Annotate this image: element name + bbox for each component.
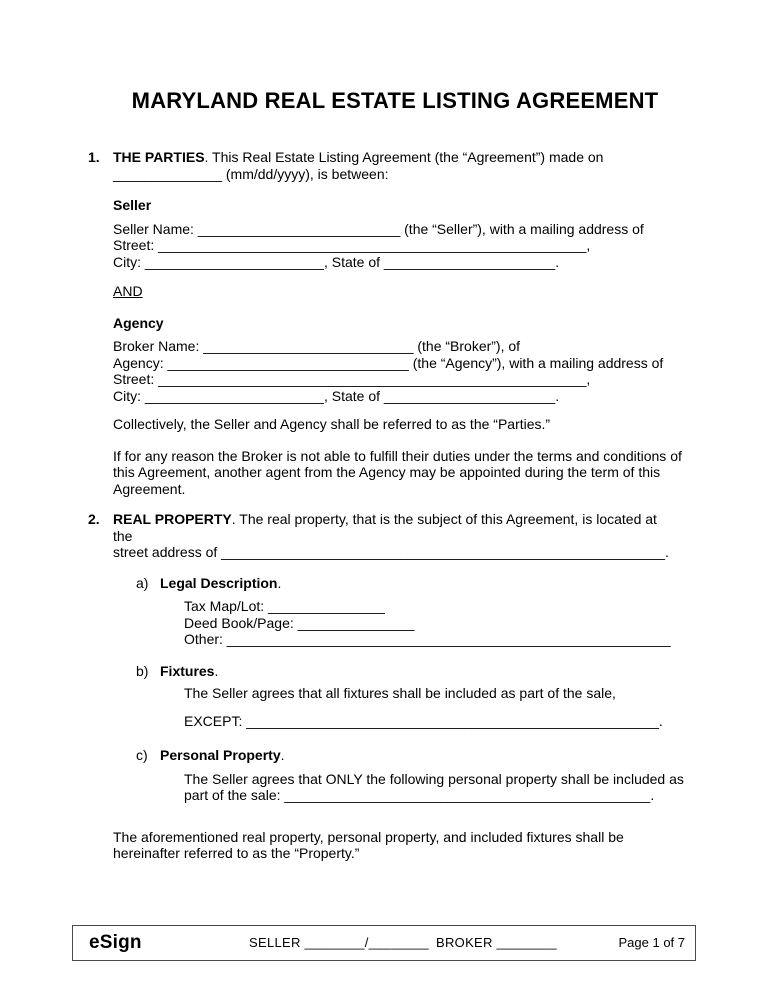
seller-city-state-line: City: _______________________, State of ______________________.: [113, 253, 560, 270]
section-2-number: 2.: [88, 511, 100, 527]
other-line: Other: _________________________________________________________: [184, 631, 671, 647]
esign-logo: eSign: [89, 931, 142, 953]
footer-seller-initials-line: SELLER ________/________: [249, 934, 429, 950]
item-a-period: .: [277, 574, 282, 591]
agency-street-line: Street: _______________________________________________________,: [113, 371, 591, 387]
section-real-property: [88, 511, 677, 561]
personal-property-title: Personal Property: [160, 747, 281, 763]
agency-city-state-line: City: _______________________, State of ______________________.: [113, 387, 560, 404]
and-separator: AND: [113, 283, 143, 299]
property-definition-line-1: The aforementioned real property, personal property, and included fixtures shall be: [113, 828, 624, 845]
section-2-intro-rest: . The real property, that is the subject of this Agreement, is located at the: [113, 511, 657, 544]
section-2-heading: REAL PROPERTY: [113, 511, 232, 527]
footer-page-number: Page 1 of 7: [618, 934, 685, 950]
item-c-label: c): [136, 747, 148, 763]
section-1-intro-rest: . This Real Estate Listing Agreement (the “Agreement”) made on: [204, 149, 604, 165]
deed-book-page-line: Deed Book/Page: _______________: [184, 614, 415, 631]
street-address-blank-line: street address of _________________________________________________________.: [113, 544, 669, 560]
page-title: MARYLAND REAL ESTATE LISTING AGREEMENT: [131, 88, 659, 113]
personal-property-line-2: part of the sale: _______________________________________________.: [184, 787, 655, 803]
section-1-number: 1.: [88, 149, 100, 165]
fixtures-item: [136, 663, 677, 680]
item-b-title-line: [160, 663, 218, 680]
page-footer: [72, 925, 696, 961]
broker-name-line: Broker Name: ___________________________ (the “Broker”), of: [113, 338, 521, 354]
personal-property-text: [184, 770, 684, 804]
personal-property-item: [136, 747, 677, 764]
legal-description-fields: [184, 598, 677, 648]
fulfill-line-2: this Agreement, another agent from the Agency may be appointed during the term of this: [113, 464, 661, 480]
footer-broker-initials-line: BROKER ________: [436, 934, 557, 950]
item-a-label: a): [136, 574, 149, 591]
tax-map-lot-line: Tax Map/Lot: _______________: [184, 598, 385, 614]
document-content: [88, 0, 684, 862]
agency-name-line: Agency: _______________________________ (the “Agency”), with a mailing address of: [113, 354, 664, 371]
item-a-title-line: [160, 575, 281, 592]
item-b-label: b): [136, 662, 149, 679]
broker-fulfill-paragraph: [113, 447, 682, 498]
fixtures-except-line: EXCEPT: _____________________________________________________.: [184, 712, 663, 729]
personal-property-line-1: The Seller agrees that ONLY the following personal property shall be included as: [184, 770, 684, 787]
item-c-title-line: [160, 747, 285, 764]
fulfill-line-3: Agreement.: [113, 480, 186, 497]
section-the-parties: [88, 149, 677, 182]
agency-fields: [113, 338, 677, 404]
section-2-intro-line-1: [113, 511, 677, 544]
agreement-date-blank-line: ______________ (mm/dd/yyyy), is between:: [113, 165, 389, 182]
section-1-heading: THE PARTIES: [113, 149, 205, 165]
seller-street-line: Street: _______________________________________________________,: [113, 237, 591, 253]
legal-description-item: [136, 575, 677, 592]
agency-heading: Agency: [113, 314, 164, 331]
item-b-period: .: [214, 662, 219, 679]
seller-fields: [113, 221, 677, 271]
property-definition-paragraph: [113, 829, 677, 862]
item-c-period: .: [280, 747, 285, 763]
parties-collectively-paragraph: Collectively, the Seller and Agency shall be referred to as the “Parties.”: [113, 416, 551, 432]
section-1-intro-line-1: [113, 149, 677, 166]
legal-description-title: Legal Description: [160, 574, 278, 591]
fixtures-body-text: The Seller agrees that all fixtures shall be included as part of the sale,: [184, 685, 616, 701]
fulfill-line-1: If for any reason the Broker is not able to fulfill their duties under the terms and conditions of: [113, 447, 682, 464]
seller-name-line: Seller Name: __________________________ (the “Seller”), with a mailing address of: [113, 220, 644, 237]
seller-heading: Seller: [113, 197, 152, 213]
property-definition-line-2: hereinafter referred to as the “Property.”: [113, 845, 360, 861]
fixtures-title: Fixtures: [160, 662, 215, 679]
